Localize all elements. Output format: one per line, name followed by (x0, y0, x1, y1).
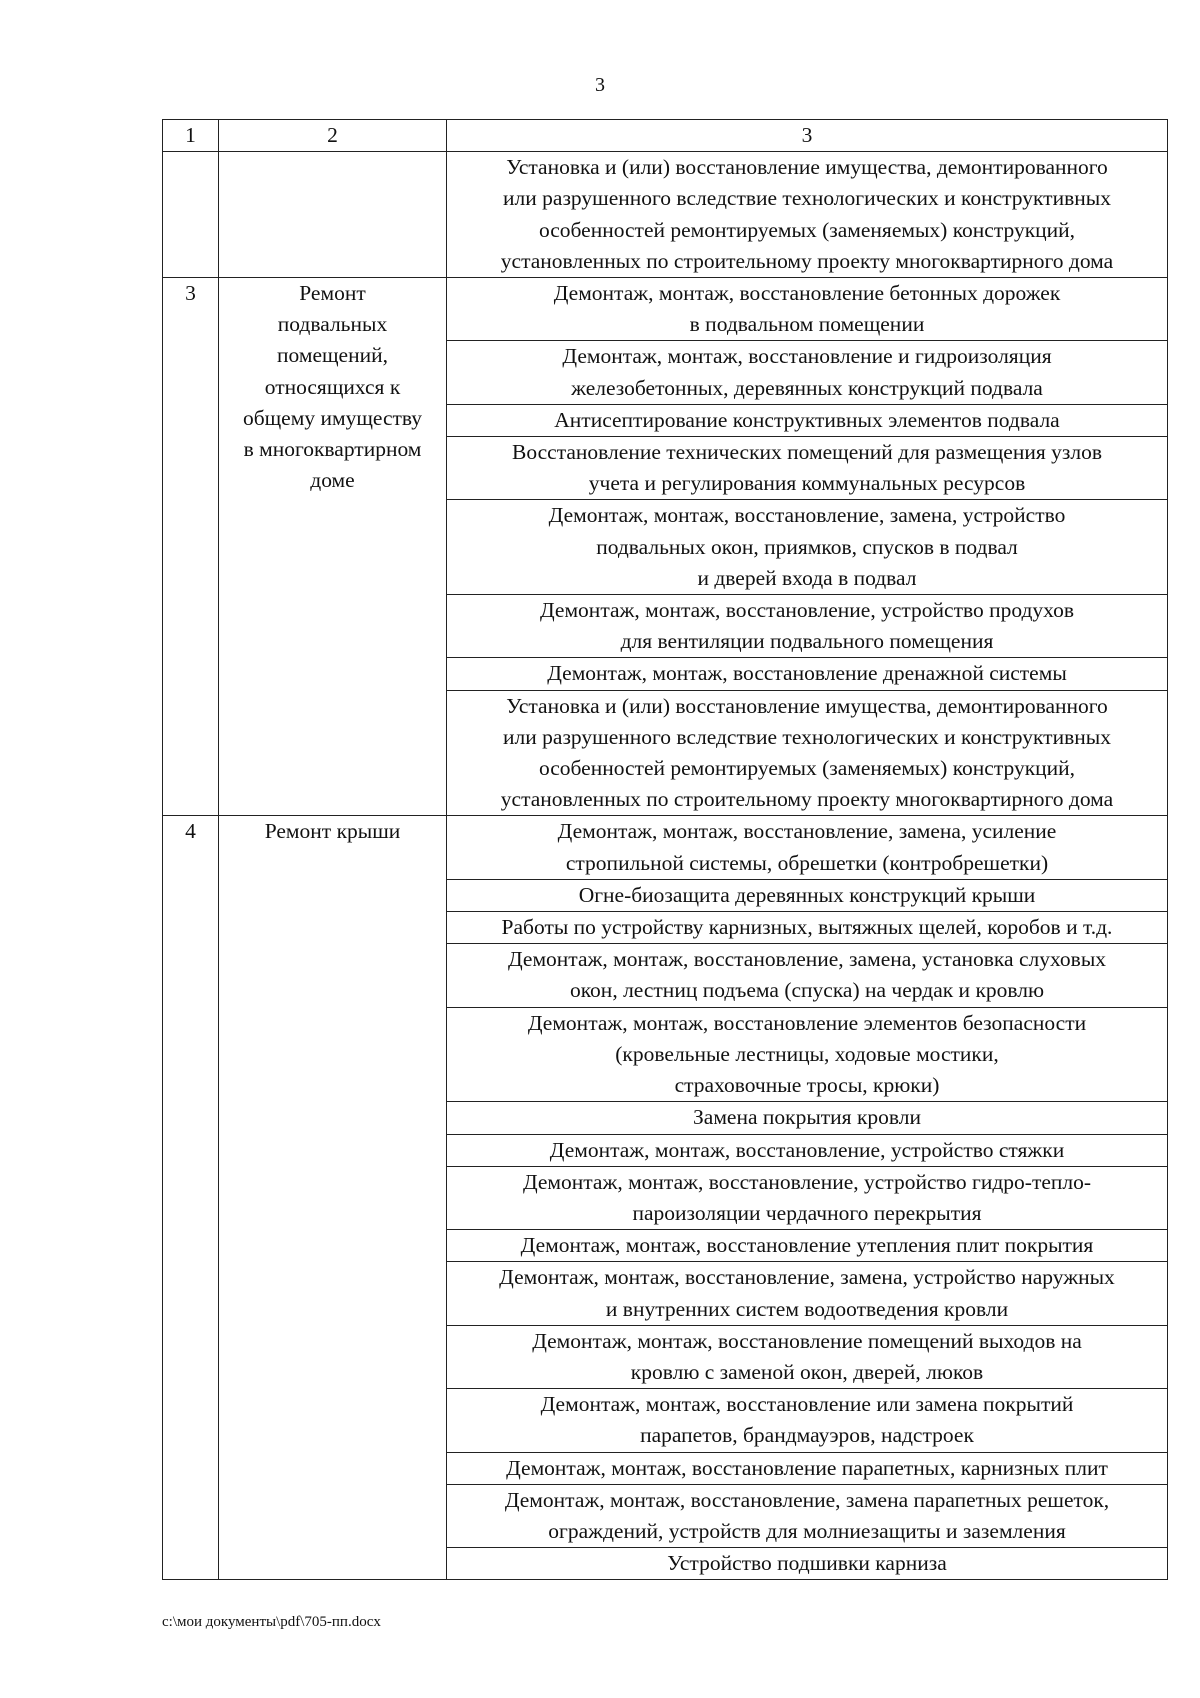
header-col-3: 3 (447, 120, 1168, 152)
table-row (163, 816, 1168, 879)
work-item: Демонтаж, монтаж, восстановление элементов безопасности (кровельные лестницы, ходовые мостики, страховочные тросы, крюки) (447, 1007, 1168, 1102)
page-number: 3 (595, 74, 605, 96)
work-item: Демонтаж, монтаж, восстановление, устройство гидро-тепло- пароизоляции чердачного перекрытия (447, 1166, 1168, 1229)
work-item: Демонтаж, монтаж, восстановление утепления плит покрытия (447, 1230, 1168, 1262)
work-item: Демонтаж, монтаж, восстановление и гидроизоляция железобетонных, деревянных конструкций подвала (447, 341, 1168, 404)
work-item: Огне-биозащита деревянных конструкций крыши (447, 879, 1168, 911)
works-table (162, 119, 1168, 1580)
work-item: Демонтаж, монтаж, восстановление, замена парапетных решеток, ограждений, устройств для молниезащиты и заземления (447, 1484, 1168, 1547)
section-name (219, 152, 447, 278)
section-name: Ремонт подвальных помещений, относящихся к общему имуществу в многоквартирном доме (219, 278, 447, 816)
section-number: 4 (163, 816, 219, 1580)
work-item: Демонтаж, монтаж, восстановление, устройство стяжки (447, 1134, 1168, 1166)
work-item: Демонтаж, монтаж, восстановление помещений выходов на кровлю с заменой окон, дверей, люков (447, 1325, 1168, 1388)
work-item: Демонтаж, монтаж, восстановление, замена, установка слуховых окон, лестниц подъема (спуска) на чердак и кровлю (447, 944, 1168, 1007)
footer-file-path: c:\мои документы\pdf\705-пп.docx (162, 1614, 381, 1630)
work-item: Демонтаж, монтаж, восстановление парапетных, карнизных плит (447, 1452, 1168, 1484)
work-item: Демонтаж, монтаж, восстановление или замена покрытий парапетов, брандмауэров, надстроек (447, 1389, 1168, 1452)
section-number (163, 152, 219, 278)
table-row (163, 152, 1168, 278)
work-item: Демонтаж, монтаж, восстановление, замена, устройство подвальных окон, приямков, спусков в подвал и дверей входа в подвал (447, 500, 1168, 595)
section-name: Ремонт крыши (219, 816, 447, 1580)
work-item: Работы по устройству карнизных, вытяжных щелей, коробов и т.д. (447, 912, 1168, 944)
work-item: Восстановление технических помещений для размещения узлов учета и регулирования коммунальных ресурсов (447, 437, 1168, 500)
table-row (163, 278, 1168, 341)
work-item: Демонтаж, монтаж, восстановление, устройство продухов для вентиляции подвального помещения (447, 595, 1168, 658)
section-number: 3 (163, 278, 219, 816)
work-item: Антисептирование конструктивных элементов подвала (447, 404, 1168, 436)
header-col-1: 1 (163, 120, 219, 152)
work-item: Демонтаж, монтаж, восстановление дренажной системы (447, 658, 1168, 690)
work-item: Замена покрытия кровли (447, 1102, 1168, 1134)
work-item: Устройство подшивки карниза (447, 1548, 1168, 1580)
work-item: Демонтаж, монтаж, восстановление, замена, устройство наружных и внутренних систем водоотведения кровли (447, 1262, 1168, 1325)
header-col-2: 2 (219, 120, 447, 152)
work-item: Установка и (или) восстановление имущества, демонтированного или разрушенного вследствие технологических и конструктивных особенностей ремонтируемых (заменяемых) конструкций, установленных по строительному проекту многоквартирного дома (447, 152, 1168, 278)
work-item: Демонтаж, монтаж, восстановление, замена, усиление стропильной системы, обрешетки (контробрешетки) (447, 816, 1168, 879)
table-header-row (163, 120, 1168, 152)
work-item: Демонтаж, монтаж, восстановление бетонных дорожек в подвальном помещении (447, 278, 1168, 341)
work-item: Установка и (или) восстановление имущества, демонтированного или разрушенного вследствие технологических и конструктивных особенностей ремонтируемых (заменяемых) конструкций, установленных по строительному проекту многоквартирного дома (447, 690, 1168, 816)
